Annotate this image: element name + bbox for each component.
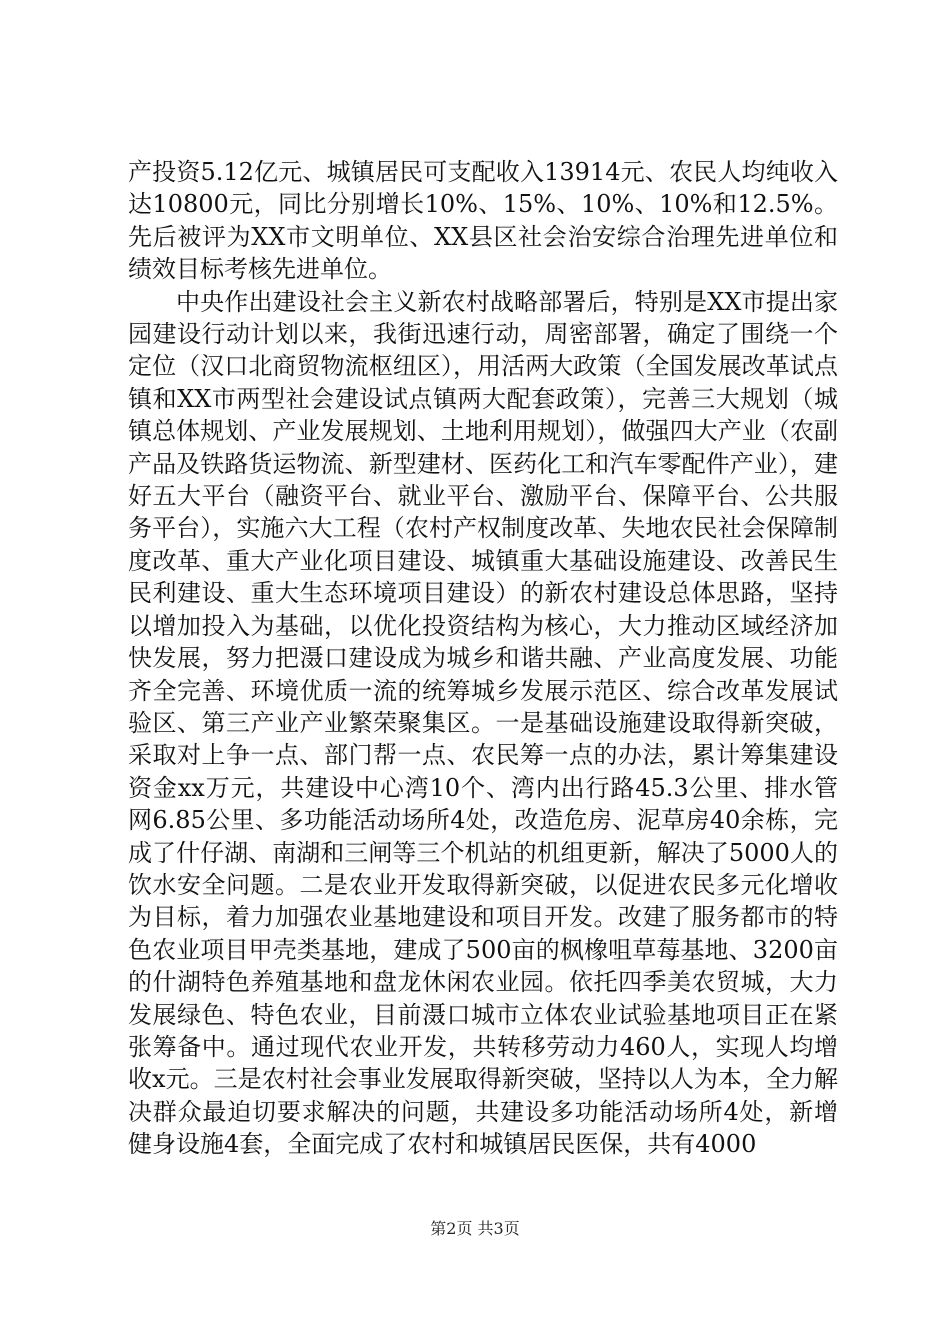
page-footer: 第2页 共3页 — [430, 1219, 520, 1238]
document-body — [128, 156, 838, 1161]
paragraph-new-rural-construction: 中央作出建设社会主义新农村战略部署后，特别是XX市提出家园建设行动计划以来，我街迅速行动，周密部署，确定了围绕一个定位（汉口北商贸物流枢纽区），用活两大政策（全国发展改革试点镇和XX市两型社会建设试点镇两大配套政策），完善三大规划（城镇总体规划、产业发展规划、土地利用规划），做强四大产业（农副产品及铁路货运物流、新型建材、医药化工和汽车零配件产业），建好五大平台（融资平台、就业平台、激励平台、保障平台、公共服务平台），实施六大工程（农村产权制度改革、失地农民社会保障制度改革、重大产业化项目建设、城镇重大基础设施建设、改善民生民利建设、重大生态环境项目建设）的新农村建设总体思路，坚持以增加投入为基础，以优化投资结构为核心，大力推动区域经济加快发展，努力把滠口建设成为城乡和谐共融、产业高度发展、功能齐全完善、环境优质一流的统筹城乡发展示范区、综合改革发展试验区、第三产业产业繁荣聚集区。一是基础设施建设取得新突破，采取对上争一点、部门帮一点、农民筹一点的办法，累计筹集建设资金xx万元，共建设中心湾10个、湾内出行路45.3公里、排水管网6.85公里、多功能活动场所4处，改造危房、泥草房40余栋，完成了什仔湖、南湖和三闸等三个机站的机组更新，解决了5000人的饮水安全问题。二是农业开发取得新突破，以促进农民多元化增收为目标，着力加强农业基地建设和项目开发。改建了服务都市的特色农业项目甲壳类基地，建成了500亩的枫橡咀草莓基地、3200亩的什湖特色养殖基地和盘龙休闲农业园。依托四季美农贸城，大力发展绿色、特色农业，目前滠口城市立体农业试验基地项目正在紧张筹备中。通过现代农业开发，共转移劳动力460人，实现人均增收x元。三是农村社会事业发展取得新突破，坚持以人为本，全力解决群众最迫切要求解决的问题，共建设多功能活动场所4处，新增健身设施4套，全面完成了农村和城镇居民医保，共有4000 — [128, 287, 838, 1159]
paragraph-continuation: 产投资5.12亿元、城镇居民可支配收入13914元、农民人均纯收入达10800元，同比分别增长10%、15%、10%、10%和12.5%。先后被评为XX市文明单位、XX县区社会治安综合治理先进单位和绩效目标考核先进单位。 — [128, 158, 838, 284]
